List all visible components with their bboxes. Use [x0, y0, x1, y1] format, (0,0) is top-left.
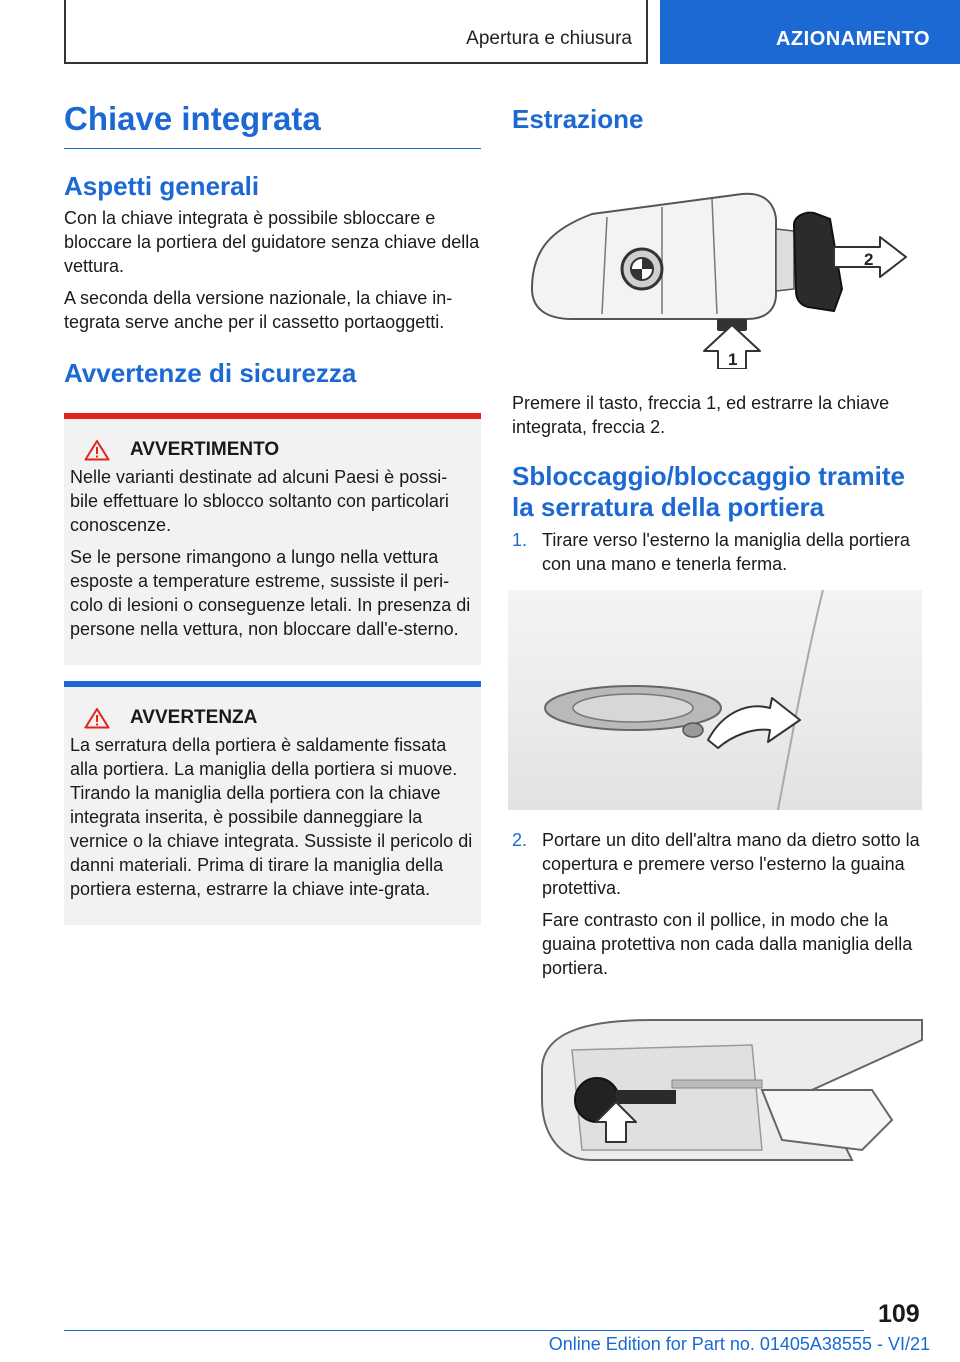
- notice-triangle-icon: [84, 707, 110, 729]
- notice-paragraph: La serratura della portiera è saldamente fissata alla portiera. La maniglia della portiera si muove. Tirando la maniglia della portiera con la chiave integrata inserita, è possibile danneggiare la vernice o la chiave integrata. Sussiste il pericolo di danni materiali. Prima di tirare la maniglia della portiera esterna, estrarre la chiave inte-grata.: [70, 735, 473, 900]
- header-chapter-box: [660, 0, 960, 64]
- right-column: [512, 100, 930, 1180]
- step-1: [512, 528, 930, 576]
- warning-1-paragraph-2: Se le persone rimangono a lungo nella vettura esposte a temperature estreme, sussiste il peri-colo di lesioni o conseguenze letali. In presenza di persone nella vettura, non bloccare dall'e-sterno.: [70, 547, 471, 640]
- warning-triangle-icon: [84, 439, 110, 461]
- warning-title-row: [70, 439, 475, 461]
- key-fob-figure: [512, 139, 930, 369]
- arrow-label-1: 1: [728, 350, 738, 370]
- protective-cover-illustration: [512, 1010, 930, 1180]
- header-section-title: Apertura e chiusura: [466, 28, 632, 49]
- step-2-text: Portare un dito dell'altra mano da dietro sotto la copertura e premere verso l'esterno la guaina protettiva.: [542, 829, 920, 898]
- steps-list-continued: [512, 828, 930, 980]
- unlock-heading: Sbloccaggio/bloccaggio tramite la serratura della portiera: [512, 461, 905, 523]
- arrow-label-2: 2: [864, 250, 874, 270]
- footer-edition: Online Edition for Part no. 01405A38555 - VI/21: [548, 1334, 930, 1354]
- step-2-number: 2.: [512, 829, 528, 850]
- step-1-number: 1.: [512, 529, 528, 550]
- general-paragraph-1: Con la chiave integrata è possibile sbloccare e bloccare la portiera del guidatore senza chiave della vettura.: [64, 208, 480, 277]
- warning-box-1: [64, 413, 481, 665]
- door-handle-illustration: [508, 590, 922, 810]
- notice-title: AVVERTENZA: [130, 707, 258, 729]
- page-title: Chiave integrata: [64, 100, 481, 149]
- notice-title-row: [70, 707, 475, 729]
- step-1-text: Tirare verso l'esterno la maniglia della portiera con una mano e tenerla ferma.: [542, 529, 910, 574]
- step-2-extra-text: Fare contrasto con il pollice, in modo che la guaina protettiva non cada dalla maniglia della portiera.: [542, 909, 913, 978]
- warning-title-1: AVVERTIMENTO: [130, 439, 280, 461]
- step-2: [512, 828, 930, 980]
- notice-box: [64, 681, 481, 925]
- general-heading: Aspetti generali: [64, 171, 260, 201]
- key-fob-illustration: [512, 139, 930, 369]
- header-section-box: [64, 0, 648, 64]
- left-column: [64, 100, 481, 925]
- safety-heading: Avvertenze di sicurezza: [64, 358, 357, 389]
- general-paragraph-2: A seconda della versione nazionale, la chiave in-tegrata serve anche per il cassetto portaoggetti.: [64, 288, 453, 333]
- extract-heading: Estrazione: [512, 104, 644, 134]
- extract-paragraph: Premere il tasto, freccia 1, ed estrarre la chiave integrata, freccia 2.: [512, 393, 890, 438]
- steps-list: [512, 528, 930, 576]
- footer-divider: [64, 1330, 864, 1331]
- warning-1-paragraph-1: Nelle varianti destinate ad alcuni Paesi è possi-bile effettuare lo sblocco soltanto con particolari conoscenze.: [70, 467, 449, 536]
- page-number: 109: [878, 1300, 920, 1328]
- header-chapter-title: AZIONAMENTO: [775, 28, 930, 50]
- door-handle-figure: [508, 590, 922, 810]
- protective-cover-figure: [512, 1010, 930, 1180]
